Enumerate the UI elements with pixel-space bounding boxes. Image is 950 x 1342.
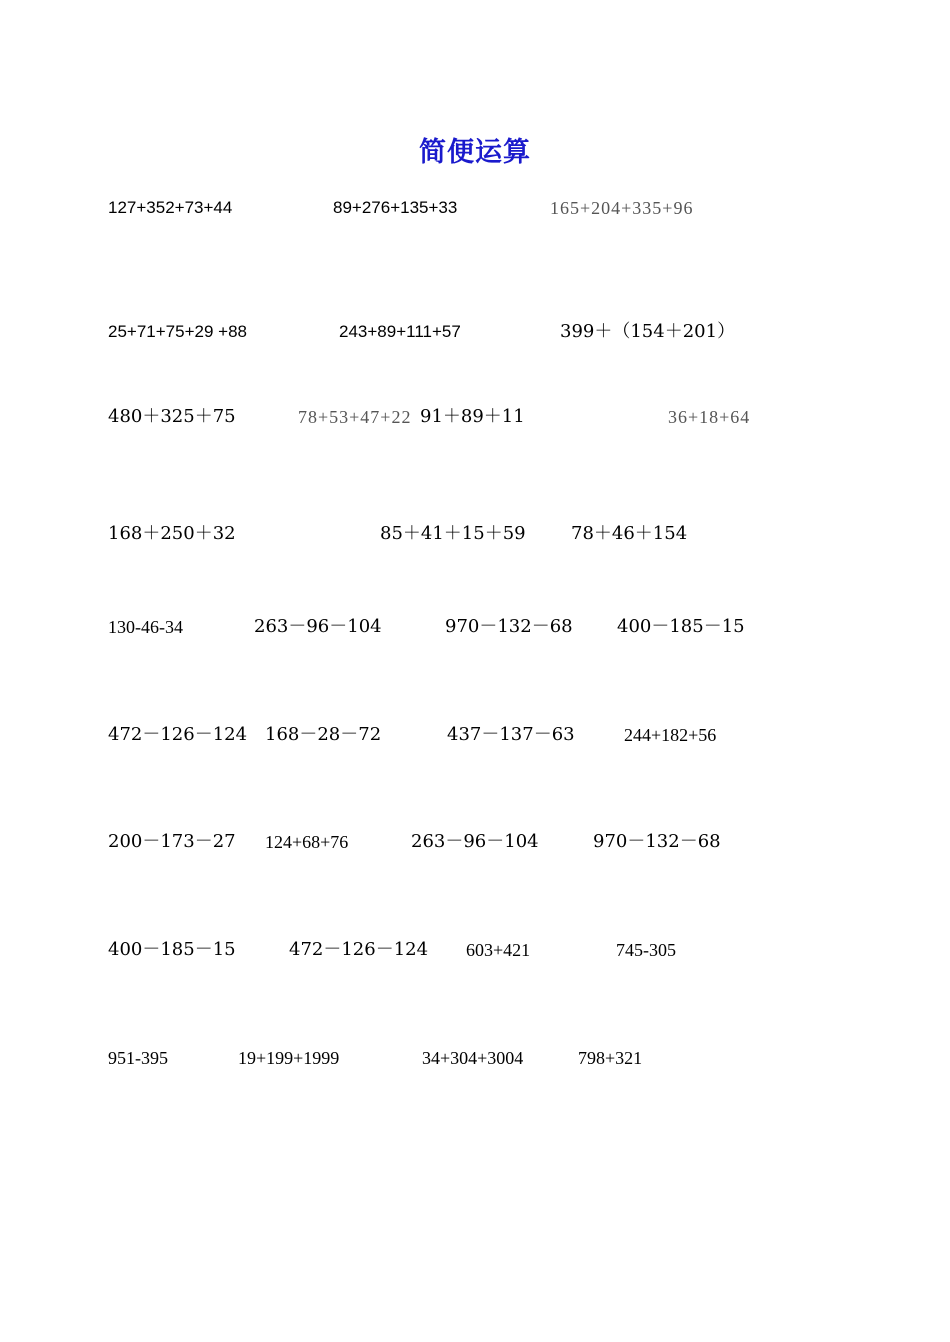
problem: 91＋89＋11 [420,406,525,427]
problem: 399＋（154＋201） [560,321,736,342]
problem: 603+421 [466,940,531,960]
problem: 480＋325＋75 [108,406,236,427]
problem: 165+204+335+96 [550,198,694,218]
page-title: 简便运算 [419,137,531,168]
problem: 472－126－124 [108,724,248,745]
problem: 400－185－15 [108,939,236,960]
problem: 78＋46＋154 [571,523,688,544]
problem: 36+18+64 [668,407,751,427]
problem: 124+68+76 [265,832,349,852]
problem: 263－96－104 [411,831,539,852]
problem: 244+182+56 [624,725,717,745]
problem: 85＋41＋15＋59 [380,523,526,544]
problem: 89+276+135+33 [333,198,458,217]
problem: 243+89+111+57 [339,322,461,341]
problem: 437－137－63 [447,724,575,745]
problem: 127+352+73+44 [108,198,233,217]
problem: 263－96－104 [254,616,382,637]
problem: 19+199+1999 [238,1048,340,1068]
problem: 745-305 [616,940,676,960]
problem: 130-46-34 [108,617,183,637]
problem: 798+321 [578,1048,643,1068]
problem: 951-395 [108,1048,168,1068]
problem: 168＋250＋32 [108,523,236,544]
problem: 25+71+75+29 +88 [108,322,247,341]
problem: 970－132－68 [593,831,721,852]
problem: 400－185－15 [617,616,745,637]
problem: 200－173－27 [108,831,236,852]
problem: 78+53+47+22 [298,407,412,427]
problem: 472－126－124 [289,939,429,960]
problem: 970－132－68 [445,616,573,637]
problem: 168－28－72 [265,724,382,745]
problem: 34+304+3004 [422,1048,524,1068]
